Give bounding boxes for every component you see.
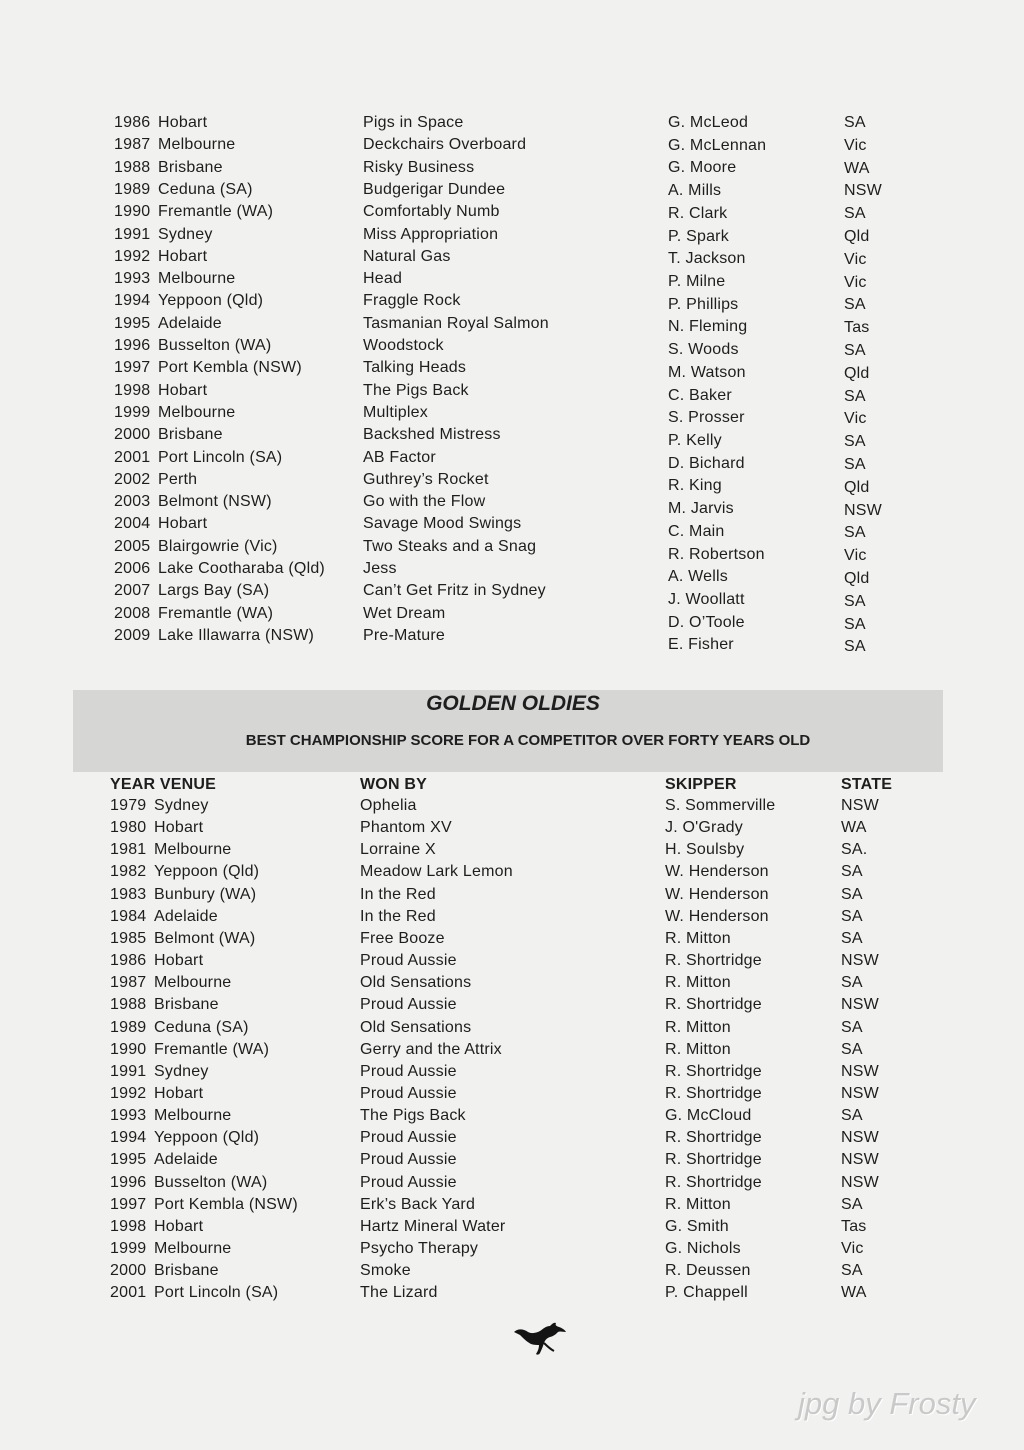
cell-year: 1997 (114, 359, 151, 377)
table-row (0, 1149, 1024, 1171)
table-row (0, 839, 1024, 861)
cell-skipper: R. Deussen (665, 1262, 751, 1280)
cell-won-by: Erk’s Back Yard (360, 1195, 476, 1213)
cell-won-by: Smoke (360, 1262, 411, 1280)
cell-state: Qld (844, 364, 870, 382)
cell-venue: Blairgowrie (Vic) (158, 537, 278, 555)
cell-state: SA (841, 1107, 863, 1125)
cell-state: NSW (841, 996, 879, 1014)
cell-state: Tas (841, 1217, 867, 1235)
kangaroo-icon (510, 1318, 570, 1358)
cell-won-by: Hartz Mineral Water (360, 1217, 506, 1235)
cell-won-by: Woodstock (363, 337, 444, 354)
cell-state: NSW (841, 1062, 879, 1080)
cell-venue: Fremantle (WA) (158, 604, 274, 622)
cell-won-by: The Lizard (360, 1284, 438, 1302)
cell-won-by: Proud Aussie (360, 952, 457, 970)
cell-year: 1983 (110, 885, 147, 903)
header-year-venue: YEAR VENUE (110, 776, 217, 793)
cell-state: SA (844, 456, 866, 473)
cell-year: 1999 (110, 1240, 147, 1257)
cell-skipper: G. McCloud (665, 1107, 752, 1125)
cell-year: 1980 (110, 819, 147, 837)
cell-state: NSW (841, 1129, 879, 1147)
table-row (0, 224, 1024, 246)
cell-year: 1990 (114, 203, 151, 221)
cell-venue: Melbourne (158, 403, 236, 421)
header-skipper: SKIPPER (665, 776, 737, 793)
cell-state: NSW (841, 952, 879, 970)
cell-year: 1986 (114, 114, 151, 131)
cell-year: 2002 (114, 470, 151, 488)
table-row (0, 447, 1024, 473)
cell-state: SA (841, 1195, 863, 1213)
section-subtitle: BEST CHAMPIONSHIP SCORE FOR A COMPETITOR OVER FORTY YEARS OLD (245, 732, 811, 749)
cell-venue: Lake Cootharaba (Qld) (158, 560, 325, 577)
cell-state: SA (844, 638, 866, 656)
cell-state: WA (841, 819, 867, 837)
cell-skipper: R. Mitton (665, 929, 731, 947)
table-row (0, 1260, 1024, 1282)
cell-won-by: Wet Dream (363, 604, 446, 622)
cell-year: 1997 (110, 1195, 147, 1213)
cell-state: Vic (844, 250, 867, 268)
cell-venue: Brisbane (158, 158, 223, 176)
table-header (0, 774, 1024, 796)
cell-skipper: R. Mitton (665, 1040, 731, 1058)
cell-year: 1998 (114, 381, 151, 399)
cell-state: SA (844, 524, 866, 542)
cell-venue: Melbourne (154, 841, 232, 859)
table-row (0, 513, 1024, 542)
cell-won-by: Proud Aussie (360, 996, 457, 1014)
cell-venue: Hobart (158, 114, 208, 131)
cell-skipper: R. Shortridge (665, 1151, 762, 1169)
cell-won-by: Savage Mood Swings (363, 515, 522, 533)
table-row (0, 357, 1024, 382)
cell-venue: Hobart (158, 247, 208, 265)
cell-year: 1996 (110, 1173, 147, 1191)
table-row (0, 1039, 1024, 1061)
cell-skipper: J. Woollatt (668, 591, 745, 609)
cell-state: SA (844, 296, 866, 314)
table-row (0, 1216, 1024, 1238)
table-row (0, 1238, 1024, 1260)
table-row (0, 491, 1024, 519)
cell-state: SA (844, 205, 866, 223)
cell-venue: Belmont (NSW) (158, 493, 272, 511)
cell-won-by: Proud Aussie (360, 1084, 457, 1102)
cell-skipper: T. Jackson (668, 250, 746, 268)
cell-won-by: Miss Appropriation (363, 225, 499, 243)
cell-state: NSW (841, 797, 879, 814)
cell-skipper: S. Woods (668, 341, 739, 359)
cell-skipper: M. Watson (668, 363, 746, 381)
cell-skipper: R. Shortridge (665, 1084, 762, 1102)
cell-skipper: R. Shortridge (665, 996, 762, 1014)
cell-venue: Sydney (154, 797, 209, 814)
cell-state: Vic (844, 410, 867, 428)
cell-won-by: Old Sensations (360, 974, 472, 992)
cell-year: 1979 (110, 797, 147, 814)
cell-won-by: Phantom XV (360, 819, 452, 837)
cell-venue: Hobart (154, 1084, 204, 1102)
cell-skipper: P. Kelly (668, 431, 722, 449)
cell-skipper: C. Main (668, 522, 725, 540)
cell-skipper: G. Moore (668, 159, 737, 177)
table-row (0, 1017, 1024, 1039)
cell-won-by: Lorraine X (360, 841, 436, 859)
cell-year: 1993 (114, 270, 151, 288)
cell-venue: Melbourne (154, 1107, 232, 1125)
table-row (0, 1105, 1024, 1127)
cell-state: Tas (844, 319, 870, 337)
cell-skipper: P. Spark (668, 227, 729, 245)
cell-won-by: Can’t Get Fritz in Sydney (363, 582, 546, 600)
cell-venue: Perth (158, 470, 198, 488)
table-row (0, 112, 1024, 134)
cell-state: NSW (841, 1173, 879, 1191)
cell-venue: Melbourne (154, 1240, 232, 1257)
cell-state: SA (844, 615, 866, 633)
cell-won-by: Go with the Flow (363, 493, 486, 511)
cell-year: 1990 (110, 1040, 147, 1058)
cell-year: 1998 (110, 1217, 147, 1235)
cell-skipper: G. Nichols (665, 1240, 741, 1257)
cell-skipper: C. Baker (668, 386, 732, 404)
table-row (0, 402, 1024, 428)
table-row (0, 928, 1024, 950)
cell-skipper: G. Smith (665, 1217, 729, 1235)
cell-year: 1995 (114, 314, 151, 332)
cell-venue: Hobart (154, 819, 204, 837)
cell-year: 1987 (114, 136, 151, 154)
cell-venue: Melbourne (154, 974, 232, 992)
cell-venue: Melbourne (158, 136, 236, 154)
cell-year: 1996 (114, 337, 151, 354)
table-row (0, 1083, 1024, 1105)
table-row (0, 424, 1024, 451)
cell-venue: Brisbane (154, 996, 219, 1014)
cell-won-by: Risky Business (363, 158, 475, 176)
cell-year: 2009 (114, 626, 151, 644)
cell-won-by: Tasmanian Royal Salmon (363, 314, 549, 332)
cell-state: Qld (844, 228, 870, 245)
cell-skipper: N. Fleming (668, 318, 748, 336)
cell-venue: Ceduna (SA) (158, 180, 253, 198)
section-title: GOLDEN OLDIES (426, 692, 600, 715)
cell-year: 1987 (110, 974, 147, 992)
golden-oldies-band (73, 690, 943, 772)
cell-state: WA (841, 1284, 867, 1302)
cell-year: 1991 (114, 225, 151, 243)
cell-year: 2003 (114, 493, 151, 511)
cell-venue: Adelaide (154, 907, 218, 925)
cell-skipper: R. Shortridge (665, 1173, 762, 1191)
cell-venue: Fremantle (WA) (158, 203, 274, 221)
cell-venue: Sydney (158, 225, 213, 243)
cell-venue: Port Lincoln (SA) (158, 448, 283, 466)
cell-venue: Melbourne (158, 270, 236, 288)
cell-skipper: D. Bichard (668, 454, 745, 472)
cell-skipper: J. O'Grady (665, 819, 743, 837)
cell-won-by: Pigs in Space (363, 114, 464, 131)
cell-year: 1994 (110, 1129, 147, 1147)
cell-skipper: E. Fisher (668, 636, 734, 654)
cell-state: Vic (844, 273, 867, 291)
cell-venue: Lake Illawarra (NSW) (158, 626, 315, 644)
cell-skipper: W. Henderson (665, 863, 769, 881)
table-row (0, 313, 1024, 335)
cell-year: 1991 (110, 1062, 147, 1080)
cell-state: SA. (841, 841, 868, 859)
cell-won-by: Old Sensations (360, 1018, 472, 1036)
cell-won-by: Proud Aussie (360, 1151, 457, 1169)
table-row (0, 625, 1024, 656)
cell-skipper: S. Sommerville (665, 797, 776, 814)
cell-venue: Brisbane (154, 1262, 219, 1280)
cell-state: NSW (844, 501, 882, 519)
cell-won-by: Free Booze (360, 929, 445, 947)
cell-won-by: Two Steaks and a Snag (363, 537, 537, 555)
table-row (0, 972, 1024, 994)
cell-venue: Adelaide (158, 314, 222, 332)
table-row (0, 817, 1024, 839)
table-row (0, 536, 1024, 565)
cell-venue: Hobart (154, 1217, 204, 1235)
cell-won-by: Proud Aussie (360, 1129, 457, 1147)
cell-skipper: R. Mitton (665, 974, 731, 992)
cell-venue: Largs Bay (SA) (158, 582, 270, 600)
cell-skipper: R. Mitton (665, 1195, 731, 1213)
cell-state: Qld (844, 478, 870, 496)
cell-won-by: Guthrey’s Rocket (363, 470, 489, 488)
cell-year: 2005 (114, 537, 151, 555)
cell-venue: Brisbane (158, 426, 223, 444)
cell-skipper: R. Mitton (665, 1018, 731, 1036)
table-row (0, 179, 1024, 201)
cell-venue: Yeppoon (Qld) (158, 292, 264, 310)
table-row (0, 950, 1024, 972)
cell-state: SA (841, 863, 863, 881)
cell-won-by: Meadow Lark Lemon (360, 863, 513, 881)
cell-skipper: R. Shortridge (665, 1062, 762, 1080)
cell-state: SA (841, 885, 863, 903)
cell-year: 1984 (110, 907, 147, 925)
cell-won-by: Ophelia (360, 797, 417, 814)
cell-state: NSW (844, 182, 882, 200)
cell-won-by: Talking Heads (363, 359, 467, 377)
cell-state: WA (844, 159, 870, 177)
cell-year: 1994 (114, 292, 151, 310)
cell-venue: Hobart (158, 381, 208, 399)
cell-won-by: Deckchairs Overboard (363, 136, 527, 154)
cell-skipper: H. Soulsby (665, 841, 745, 859)
table-row (0, 380, 1024, 405)
cell-state: SA (841, 1040, 863, 1058)
cell-won-by: Backshed Mistress (363, 426, 501, 444)
cell-year: 1982 (110, 863, 147, 881)
cell-skipper: P. Milne (668, 272, 726, 290)
cell-venue: Yeppoon (Qld) (154, 1129, 260, 1147)
cell-skipper: R. Shortridge (665, 952, 762, 970)
cell-state: SA (844, 114, 866, 131)
cell-skipper: G. McLennan (668, 136, 767, 154)
cell-skipper: R. Robertson (668, 545, 765, 563)
table-row (0, 603, 1024, 633)
cell-year: 2000 (110, 1262, 147, 1280)
cell-state: Qld (844, 570, 870, 587)
cell-won-by: Jess (363, 560, 397, 577)
cell-state: SA (841, 974, 863, 992)
cell-year: 1992 (114, 247, 151, 265)
cell-venue: Busselton (WA) (154, 1173, 268, 1191)
cell-venue: Sydney (154, 1062, 209, 1080)
cell-venue: Port Lincoln (SA) (154, 1284, 279, 1302)
table-row (0, 861, 1024, 883)
cell-venue: Hobart (158, 515, 208, 533)
cell-year: 1986 (110, 952, 147, 970)
table-row (0, 580, 1024, 610)
cell-state: SA (844, 342, 866, 359)
table-row (0, 1061, 1024, 1083)
table-row (0, 246, 1024, 268)
cell-state: SA (841, 929, 863, 947)
cell-skipper: G. McLeod (668, 114, 749, 131)
cell-state: SA (841, 1018, 863, 1036)
cell-year: 1992 (110, 1084, 147, 1102)
cell-won-by: Head (363, 270, 403, 288)
header-won-by: WON BY (360, 776, 427, 793)
table-row (0, 290, 1024, 312)
cell-state: Vic (844, 547, 867, 565)
cell-skipper: R. Shortridge (665, 1129, 762, 1147)
cell-won-by: In the Red (360, 885, 436, 903)
cell-won-by: Fraggle Rock (363, 292, 461, 310)
cell-skipper: S. Prosser (668, 409, 745, 427)
cell-won-by: In the Red (360, 907, 436, 925)
cell-year: 1999 (114, 403, 151, 421)
cell-year: 2000 (114, 426, 151, 444)
cell-venue: Belmont (WA) (154, 929, 256, 947)
watermark: jpg by Frosty (798, 1386, 976, 1421)
cell-state: SA (841, 1262, 863, 1280)
table-row (0, 795, 1024, 817)
cell-year: 1988 (114, 158, 151, 176)
cell-venue: Hobart (154, 952, 204, 970)
cell-won-by: Pre-Mature (363, 626, 446, 644)
cell-state: SA (844, 433, 866, 451)
cell-venue: Adelaide (154, 1151, 218, 1169)
table-row (0, 558, 1024, 587)
table-row (0, 134, 1024, 156)
table-row (0, 994, 1024, 1016)
table-row (0, 884, 1024, 906)
cell-year: 2007 (114, 582, 151, 600)
table-row (0, 268, 1024, 290)
cell-won-by: Comfortably Numb (363, 203, 500, 221)
cell-won-by: Proud Aussie (360, 1062, 457, 1080)
table-row (0, 1172, 1024, 1194)
cell-year: 2006 (114, 560, 151, 577)
cell-venue: Bunbury (WA) (154, 885, 257, 903)
cell-venue: Busselton (WA) (158, 337, 272, 354)
cell-skipper: W. Henderson (665, 885, 769, 903)
table-row (0, 201, 1024, 223)
cell-state: NSW (841, 1084, 879, 1102)
cell-year: 2001 (114, 448, 151, 466)
cell-won-by: Proud Aussie (360, 1173, 457, 1191)
cell-skipper: D. O’Toole (668, 613, 745, 631)
cell-state: Vic (844, 136, 867, 154)
cell-year: 1995 (110, 1151, 147, 1169)
cell-year: 1989 (110, 1018, 147, 1036)
cell-year: 2001 (110, 1284, 147, 1302)
cell-state: SA (844, 387, 866, 405)
cell-won-by: AB Factor (363, 448, 436, 466)
cell-won-by: The Pigs Back (363, 381, 469, 399)
header-state: STATE (841, 776, 893, 793)
table-row (0, 157, 1024, 179)
cell-state: SA (844, 592, 866, 610)
table-row (0, 335, 1024, 357)
cell-skipper: A. Wells (668, 568, 728, 586)
cell-skipper: R. Clark (668, 204, 728, 222)
cell-won-by: Gerry and the Attrix (360, 1040, 502, 1058)
cell-year: 1981 (110, 841, 147, 859)
cell-state: NSW (841, 1151, 879, 1169)
cell-skipper: P. Chappell (665, 1284, 748, 1302)
cell-year: 1988 (110, 996, 147, 1014)
cell-state: Vic (841, 1240, 864, 1257)
cell-won-by: Multiplex (363, 403, 428, 421)
cell-year: 1993 (110, 1107, 147, 1125)
cell-skipper: P. Phillips (668, 295, 739, 313)
cell-venue: Yeppoon (Qld) (154, 863, 260, 881)
cell-won-by: Budgerigar Dundee (363, 180, 506, 198)
cell-venue: Fremantle (WA) (154, 1040, 270, 1058)
cell-venue: Port Kembla (NSW) (154, 1195, 298, 1213)
table-row (0, 469, 1024, 496)
cell-won-by: Natural Gas (363, 247, 451, 265)
cell-skipper: A. Mills (668, 182, 722, 200)
cell-won-by: The Pigs Back (360, 1107, 466, 1125)
cell-venue: Port Kembla (NSW) (158, 359, 302, 377)
table-row (0, 1282, 1024, 1304)
cell-skipper: R. King (668, 477, 722, 495)
cell-year: 2008 (114, 604, 151, 622)
table-row (0, 906, 1024, 928)
cell-year: 2004 (114, 515, 151, 533)
cell-year: 1989 (114, 180, 151, 198)
cell-skipper: W. Henderson (665, 907, 769, 925)
table-row (0, 1127, 1024, 1149)
table-row (0, 1194, 1024, 1216)
cell-venue: Ceduna (SA) (154, 1018, 249, 1036)
cell-state: SA (841, 907, 863, 925)
cell-won-by: Psycho Therapy (360, 1240, 479, 1257)
cell-skipper: M. Jarvis (668, 500, 734, 518)
cell-year: 1985 (110, 929, 147, 947)
